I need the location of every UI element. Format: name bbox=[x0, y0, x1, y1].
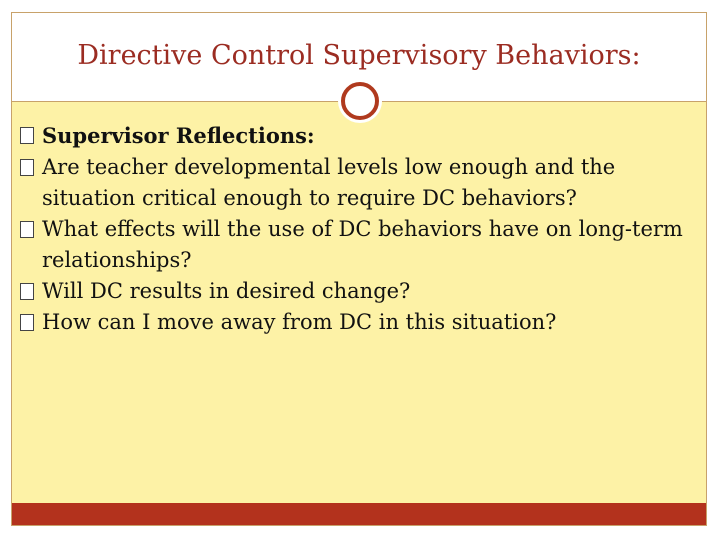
bullet-text: How can I move away from DC in this situation? bbox=[42, 310, 557, 334]
square-box-icon bbox=[20, 159, 34, 176]
bullet-item bbox=[20, 214, 700, 276]
slide-title: Directive Control Supervisory Behaviors: bbox=[77, 40, 641, 71]
bullet-text: Are teacher developmental levels low enough and the situation critical enough to require DC behaviors? bbox=[42, 155, 616, 210]
square-box-icon bbox=[20, 221, 34, 238]
bullet-item bbox=[20, 307, 700, 338]
bullet-heading: Supervisor Reflections: bbox=[42, 123, 315, 148]
bullet-list bbox=[20, 120, 700, 338]
bullet-text: What effects will the use of DC behaviors have on long-term relationships? bbox=[42, 217, 683, 272]
square-box-icon bbox=[20, 283, 34, 300]
bullet-item bbox=[20, 120, 700, 152]
bullet-text: Will DC results in desired change? bbox=[42, 279, 411, 303]
bullet-item bbox=[20, 276, 700, 307]
square-box-icon bbox=[20, 127, 34, 144]
bottom-accent-bar bbox=[12, 503, 706, 525]
bullet-item bbox=[20, 152, 700, 214]
ring-icon bbox=[341, 82, 379, 120]
square-box-icon bbox=[20, 314, 34, 331]
